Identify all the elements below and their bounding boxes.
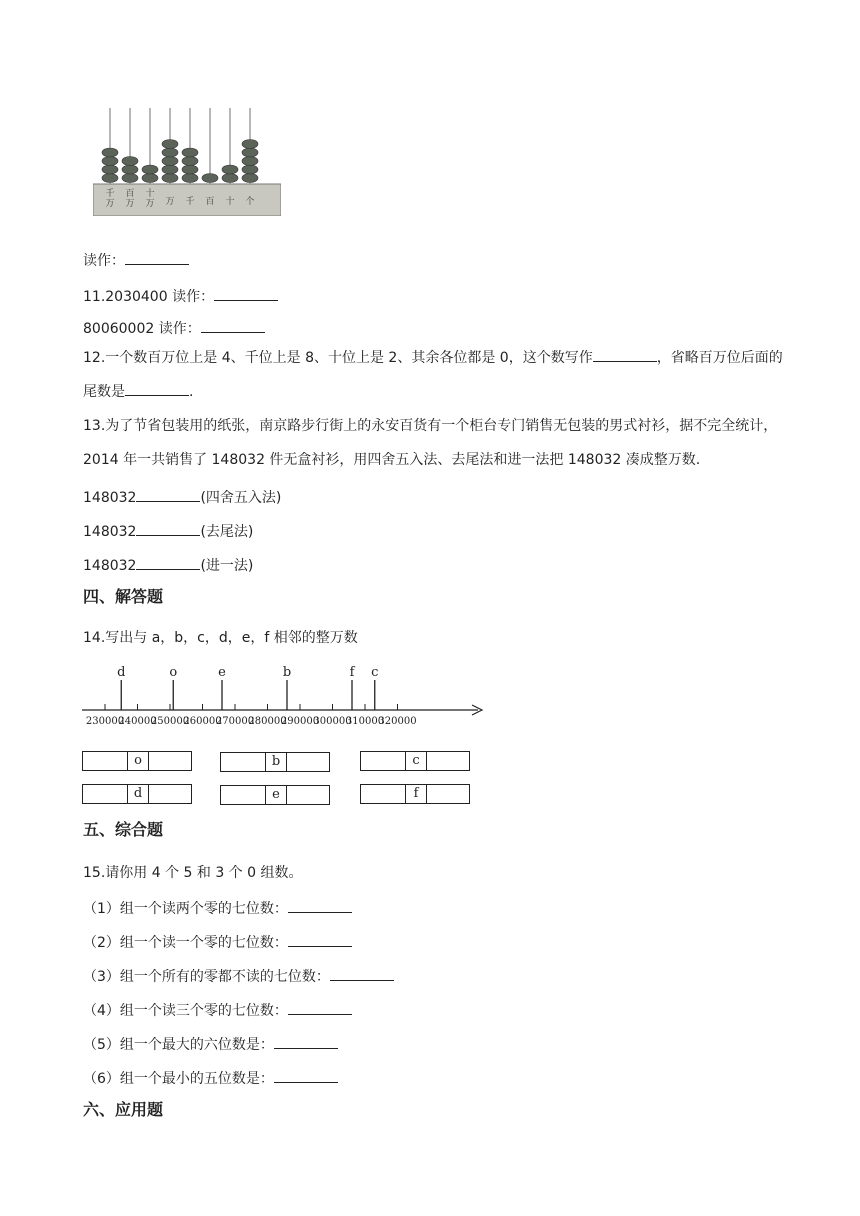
q15-item bbox=[83, 1068, 338, 1088]
q13-number: 148032 bbox=[83, 524, 137, 540]
abacus-bead bbox=[162, 140, 178, 149]
abacus-place-label: 千 bbox=[185, 197, 195, 207]
q15-item bbox=[83, 966, 394, 986]
box-label: d bbox=[127, 785, 149, 803]
answer-blank[interactable] bbox=[330, 966, 394, 981]
box-label: o bbox=[127, 752, 149, 770]
q13-question bbox=[83, 409, 783, 477]
abacus-bead bbox=[162, 165, 178, 174]
abacus-bead bbox=[242, 140, 258, 149]
abacus-place-label: 百万 bbox=[125, 189, 135, 209]
q13-text: 13.为了节省包装用的纸张，南京路步行街上的永安百货有一个柜台专门销售无包装的男式衬衫，据不完全统计，2014 年一共销售了 148032 件无盒衬衫，用四舍五入法、去尾法和进一法把 148032 凑成整万数. bbox=[83, 418, 778, 468]
q12-mid-text: ，省略百万位后面的尾数是 bbox=[83, 350, 783, 400]
answer-box-c[interactable] bbox=[360, 751, 470, 771]
abacus-place-label: 十 bbox=[225, 197, 235, 207]
tick-label: 240000 bbox=[118, 716, 157, 727]
abacus-bead bbox=[142, 174, 158, 183]
q15-item bbox=[83, 1034, 338, 1054]
tick-label: 230000 bbox=[85, 716, 125, 727]
q15-item-label: （1）组一个读两个零的七位数： bbox=[83, 901, 288, 917]
q13-method: (去尾法) bbox=[200, 524, 254, 540]
q15-item-label: （5）组一个最大的六位数是： bbox=[83, 1037, 274, 1053]
abacus-bead bbox=[162, 157, 178, 166]
abacus-bead bbox=[182, 165, 198, 174]
abacus-bead bbox=[162, 174, 178, 183]
abacus-place-label: 个 bbox=[245, 197, 255, 207]
tick-label: 280000 bbox=[248, 716, 287, 727]
q13-method: (进一法) bbox=[200, 558, 254, 574]
point-label-c: c bbox=[371, 665, 379, 680]
section-heading-6: 六、应用题 bbox=[83, 1100, 164, 1119]
q13-number: 148032 bbox=[83, 490, 137, 506]
abacus-bead bbox=[222, 165, 238, 174]
answer-blank[interactable] bbox=[136, 555, 200, 570]
q15-item-label: （2）组一个读一个零的七位数： bbox=[83, 935, 288, 951]
q15-item bbox=[83, 1000, 352, 1020]
point-label-e: e bbox=[218, 665, 226, 680]
point-label-b: b bbox=[282, 665, 292, 680]
tick-label: 300000 bbox=[313, 716, 352, 727]
answer-blank[interactable] bbox=[288, 1000, 352, 1015]
q12-text: 12.一个数百万位上是 4、千位上是 8、十位上是 2、其余各位都是 0，这个数写作 bbox=[83, 350, 593, 366]
abacus-bead bbox=[202, 174, 218, 183]
point-label-d: d bbox=[117, 665, 126, 680]
answer-box-f[interactable] bbox=[360, 784, 470, 804]
abacus-place-label: 百 bbox=[205, 197, 215, 207]
abacus-bead bbox=[102, 148, 118, 157]
abacus-bead bbox=[182, 148, 198, 157]
abacus-place-label: 十万 bbox=[145, 189, 155, 209]
abacus-bead bbox=[122, 165, 138, 174]
answer-blank[interactable] bbox=[274, 1034, 338, 1049]
answer-blank[interactable] bbox=[136, 487, 200, 502]
tick-label: 260000 bbox=[183, 716, 222, 727]
abacus-bead bbox=[242, 148, 258, 157]
answer-blank[interactable] bbox=[274, 1068, 338, 1083]
abacus-bead bbox=[102, 174, 118, 183]
abacus-bead bbox=[182, 157, 198, 166]
point-label-o: o bbox=[169, 665, 178, 680]
q11-line-2 bbox=[83, 318, 265, 338]
section-heading-5: 五、综合题 bbox=[83, 820, 164, 839]
abacus-bead bbox=[142, 165, 158, 174]
section-heading-4: 四、解答题 bbox=[83, 587, 164, 606]
tick-label: 310000 bbox=[345, 716, 385, 727]
q15-item-label: （3）组一个所有的零都不读的七位数： bbox=[83, 969, 330, 985]
box-label: f bbox=[405, 785, 427, 803]
q15-text: 15.请你用 4 个 5 和 3 个 0 组数。 bbox=[83, 865, 303, 881]
abacus-bead bbox=[222, 174, 238, 183]
abacus-bead bbox=[182, 174, 198, 183]
abacus-place-label: 万 bbox=[165, 197, 175, 207]
tick-label: 290000 bbox=[280, 716, 320, 727]
abacus-bead bbox=[122, 174, 138, 183]
answer-box-d[interactable] bbox=[82, 784, 192, 804]
q15-item-label: （4）组一个读三个零的七位数： bbox=[83, 1003, 288, 1019]
abacus-bead bbox=[102, 157, 118, 166]
answer-box-e[interactable] bbox=[220, 785, 330, 805]
answer-blank[interactable] bbox=[201, 318, 265, 333]
answer-blank[interactable] bbox=[288, 932, 352, 947]
q11-label-2: 80060002 读作： bbox=[83, 321, 201, 337]
abacus-image bbox=[93, 104, 281, 216]
q13-line-1 bbox=[83, 487, 281, 507]
point-label-f: f bbox=[349, 665, 355, 680]
abacus-place-label: 千万 bbox=[105, 189, 115, 209]
q12-question bbox=[83, 341, 783, 409]
q11-line-1 bbox=[83, 286, 278, 306]
q15-item-label: （6）组一个最小的五位数是： bbox=[83, 1071, 274, 1087]
abacus-bead bbox=[102, 165, 118, 174]
abacus-bead bbox=[122, 157, 138, 166]
q11-label-1: 11.2030400 读作： bbox=[83, 289, 215, 305]
tick-label: 250000 bbox=[150, 716, 190, 727]
box-label: e bbox=[265, 786, 287, 804]
answer-box-o[interactable] bbox=[82, 751, 192, 771]
abacus-bead bbox=[242, 165, 258, 174]
q10-read-label: 读作： bbox=[83, 253, 125, 269]
q13-line-2 bbox=[83, 521, 253, 541]
answer-blank[interactable] bbox=[125, 250, 189, 265]
abacus-bead bbox=[162, 148, 178, 157]
abacus-bead bbox=[242, 174, 258, 183]
q12-end-text: . bbox=[189, 384, 194, 400]
q15-item bbox=[83, 898, 352, 918]
q13-line-3 bbox=[83, 555, 253, 575]
answer-blank[interactable] bbox=[593, 347, 657, 362]
tick-label: 270000 bbox=[215, 716, 255, 727]
number-line bbox=[80, 656, 490, 728]
box-label: b bbox=[265, 753, 287, 771]
answer-blank[interactable] bbox=[125, 381, 189, 396]
q13-number: 148032 bbox=[83, 558, 137, 574]
box-label: c bbox=[405, 752, 427, 770]
answer-blank[interactable] bbox=[214, 286, 278, 301]
answer-blank[interactable] bbox=[136, 521, 200, 536]
q13-method: (四舍五入法) bbox=[200, 490, 282, 506]
abacus-bead bbox=[242, 157, 258, 166]
answer-blank[interactable] bbox=[288, 898, 352, 913]
tick-label: 320000 bbox=[378, 716, 417, 727]
q15-item bbox=[83, 932, 352, 952]
answer-box-b[interactable] bbox=[220, 752, 330, 772]
q10-read-line bbox=[83, 250, 189, 270]
q14-text: 14.写出与 a，b，c，d，e，f 相邻的整万数 bbox=[83, 630, 358, 646]
